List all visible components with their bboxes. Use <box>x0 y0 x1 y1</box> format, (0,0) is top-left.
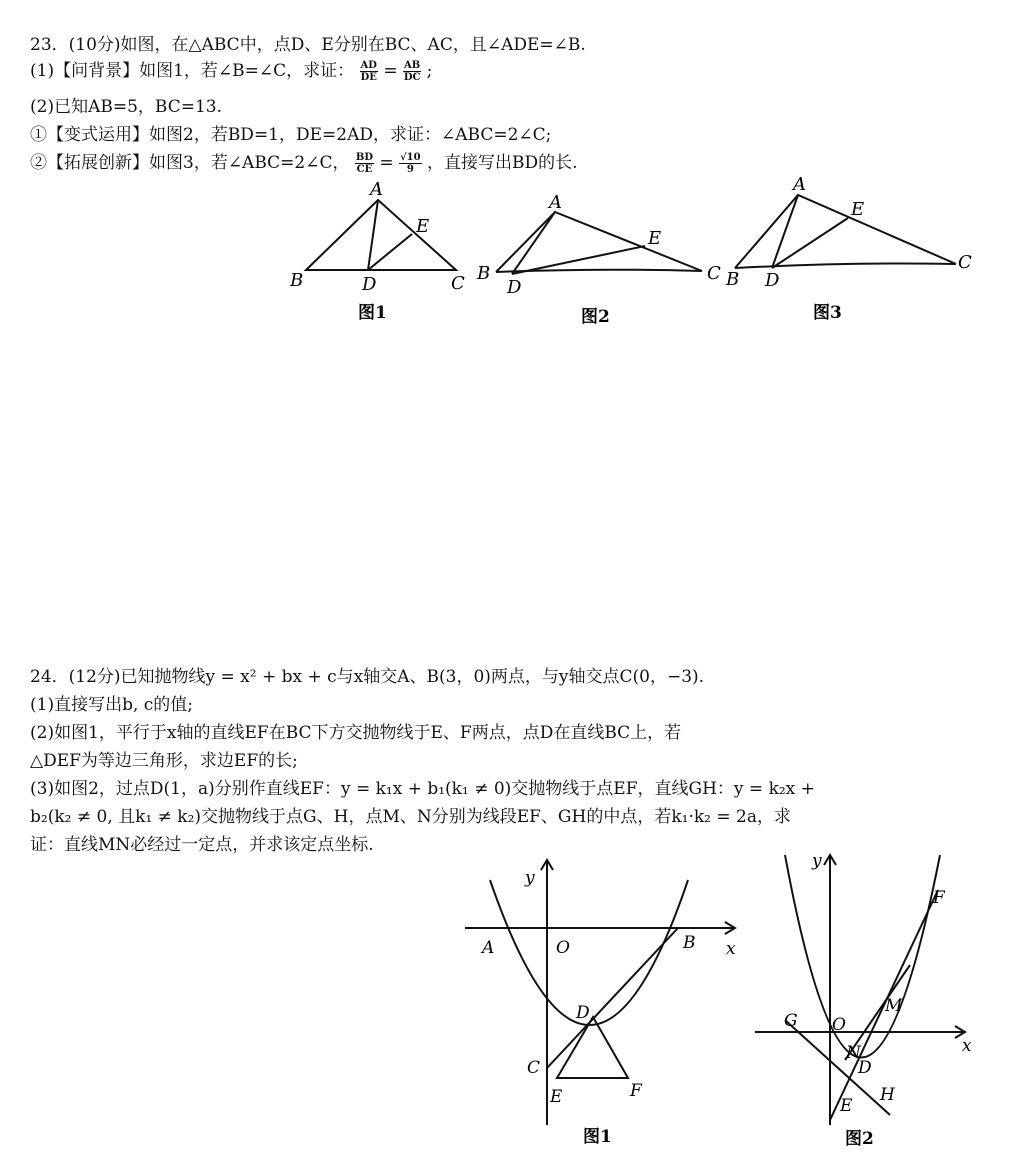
fig1-label-c: C <box>451 273 465 294</box>
fig24-2-label-e: E <box>840 1096 853 1116</box>
fig24-2-label-m: M <box>885 996 903 1016</box>
q23-part1-text: (1)【问背景】如图1，若∠B=∠C，求证： <box>30 61 355 81</box>
fig24-1-caption: 图1 <box>583 1127 612 1147</box>
q23-figures <box>0 0 1022 340</box>
equals-sign: = <box>379 153 394 173</box>
fig1-label-b: B <box>290 270 304 291</box>
fig1-label-a: A <box>370 179 383 200</box>
q24-part3-line3: 证：直线MN必经过一定点，并求该定点坐标. <box>30 835 374 855</box>
fig2-parabola <box>785 855 940 1058</box>
fig1-label-d: D <box>362 274 377 295</box>
q24-heading: 24．(12分)已知抛物线y = x² + bx + c与x轴交A、B(3，0)两点，与y轴交点C(0，−3). <box>30 667 705 687</box>
q23-part4-end: ，直接写出BD的长. <box>426 153 578 173</box>
fig2-label-d: D <box>507 277 522 298</box>
fig1-caption: 图1 <box>358 303 387 323</box>
q24-part2-line1: (2)如图1，平行于x轴的直线EF在BC下方交抛物线于E、F两点，点D在直线BC上，若 <box>30 723 682 743</box>
fig24-2-label-n: N <box>846 1043 861 1063</box>
q24-part1: (1)直接写出b, c的值; <box>30 695 194 715</box>
fig24-1-label-c: C <box>527 1058 541 1078</box>
fig1-segment-de <box>368 234 412 270</box>
q24-part2-line2: △DEF为等边三角形，求边EF的长; <box>30 751 298 771</box>
q24-figures <box>0 840 1022 1176</box>
fig24-1-label-y: y <box>525 868 535 888</box>
fig1-triangle-def <box>557 1017 628 1078</box>
fig2-caption: 图2 <box>581 307 610 327</box>
fig1-segment-ad <box>368 200 378 270</box>
fig24-2-caption: 图2 <box>845 1129 874 1149</box>
fig3-label-d: D <box>765 270 780 291</box>
fig24-1-label-x: x <box>726 939 736 959</box>
fig3-segment-ad <box>772 195 798 268</box>
fig3-caption: 图3 <box>813 303 842 323</box>
fig24-2-label-h: H <box>880 1085 895 1105</box>
equals-sign: = <box>383 61 398 81</box>
fig3-label-a: A <box>793 174 806 195</box>
q23-part2: (2)已知AB=5，BC=13. <box>30 97 223 117</box>
fig3-sides <box>735 195 956 268</box>
fig3-base-bc <box>735 264 956 269</box>
fraction-sqrt10-9: $\frac{√10}{9}$ <box>400 152 421 175</box>
fig24-2-label-f: F <box>933 888 945 908</box>
fig2-segment-ad <box>512 212 555 274</box>
fig2-label-b: B <box>477 263 491 284</box>
fig1-label-e: E <box>416 216 430 237</box>
fig24-2-label-d: D <box>858 1058 872 1078</box>
fig3-label-c: C <box>958 252 972 273</box>
fig24-1-label-o: O <box>556 938 570 958</box>
fig24-2-label-o: O <box>832 1015 846 1035</box>
q24-part3-line2: b₂(k₂ ≠ 0, 且k₁ ≠ k₂)交抛物线于点G、H，点M、N分别为线段EF、GH的中点，若k₁·k₂ = 2a，求 <box>30 807 791 827</box>
fig24-1-label-a: A <box>482 938 495 958</box>
fraction-ab-dc: $\frac{AB}{DC}$ <box>403 60 421 83</box>
fig3-label-b: B <box>726 269 740 290</box>
fig24-2-label-g: G <box>784 1011 798 1031</box>
fig2-sides <box>496 212 702 272</box>
q23-heading: 23．(10分)如图，在△ABC中，点D、E分别在BC、AC，且∠ADE=∠B. <box>30 35 586 55</box>
q24-part3-line1: (3)如图2，过点D(1，a)分别作直线EF：y = k₁x + b₁(k₁ ≠ 0)交抛物线于点EF，直线GH：y = k₂x + <box>30 779 815 799</box>
fig3-label-e: E <box>851 199 865 220</box>
fig24-1-label-e: E <box>550 1087 563 1107</box>
fig3-segment-de <box>772 218 848 268</box>
fig24-1-label-b: B <box>683 933 696 953</box>
q23-part4-text: ②【拓展创新】如图3，若∠ABC=2∠C， <box>30 153 350 173</box>
fig2-label-e: E <box>648 228 662 249</box>
fig2-label-a: A <box>549 192 562 213</box>
fraction-bd-ce: $\frac{BD}{CE}$ <box>355 152 373 175</box>
fig24-2-label-y: y <box>812 851 822 871</box>
fig24-1-label-f: F <box>630 1081 642 1101</box>
fraction-ad-de: $\frac{AD}{DE}$ <box>360 60 377 83</box>
part1-end: ; <box>426 61 433 81</box>
fig24-2-label-x: x <box>962 1036 972 1056</box>
fig24-1-label-d: D <box>576 1003 590 1023</box>
q23-part3: ①【变式运用】如图2，若BD=1，DE=2AD，求证：∠ABC=2∠C; <box>30 125 552 145</box>
fig2-label-c: C <box>707 263 721 284</box>
